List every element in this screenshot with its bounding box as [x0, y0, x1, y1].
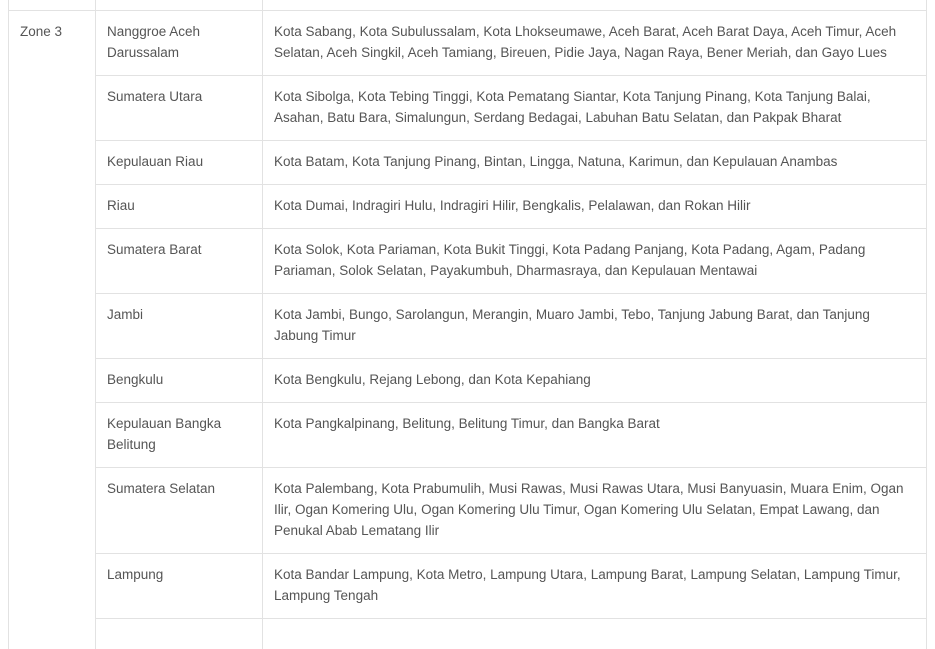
province-name: Nanggroe Aceh Darussalam: [107, 24, 201, 60]
table-cell-empty: [263, 619, 927, 649]
cities-cell: [263, 554, 927, 619]
cities-cell: [263, 359, 927, 403]
province-name: Sumatera Utara: [107, 89, 203, 104]
zone-label: Zone 3: [20, 24, 63, 39]
province-name: Jambi: [107, 307, 144, 322]
table-row: [9, 11, 927, 76]
table-cell-empty: [9, 0, 96, 11]
table-cell-empty: [96, 0, 263, 11]
cities-list: Kota Batam, Kota Tanjung Pinang, Bintan, Lingga, Natuna, Karimun, dan Kepulauan Anambas: [274, 154, 838, 169]
province-cell: [96, 468, 263, 554]
cities-list: Kota Bengkulu, Rejang Lebong, dan Kota Kepahiang: [274, 372, 591, 387]
table-row: [9, 229, 927, 294]
table-row-previous: [9, 0, 927, 11]
cities-list: Kota Dumai, Indragiri Hulu, Indragiri Hilir, Bengkalis, Pelalawan, dan Rokan Hilir: [274, 198, 751, 213]
table-row: [9, 294, 927, 359]
cities-cell: [263, 141, 927, 185]
province-cell: [96, 11, 263, 76]
cities-cell: [263, 185, 927, 229]
province-name: Kepulauan Riau: [107, 154, 204, 169]
cities-cell: [263, 294, 927, 359]
cities-list: Kota Sibolga, Kota Tebing Tinggi, Kota Pematang Siantar, Kota Tanjung Pinang, Kota Tanjung Balai, Asahan, Batu Bara, Simalungun, Serdang Bedagai, Labuhan Batu Selatan, dan Pakpak Bharat: [274, 89, 871, 125]
province-name: Kepulauan Bangka Belitung: [107, 416, 222, 452]
cities-cell: [263, 229, 927, 294]
table-row: [9, 185, 927, 229]
province-name: Lampung: [107, 567, 164, 582]
province-name: Bengkulu: [107, 372, 164, 387]
table-cell-empty: [263, 0, 927, 11]
cities-list: Kota Jambi, Bungo, Sarolangun, Merangin, Muaro Jambi, Tebo, Tanjung Jabung Barat, dan Tanjung Jabung Timur: [274, 307, 870, 343]
province-cell: [96, 76, 263, 141]
cities-list: Kota Pangkalpinang, Belitung, Belitung Timur, dan Bangka Barat: [274, 416, 660, 431]
province-cell: [96, 359, 263, 403]
province-cell: [96, 229, 263, 294]
province-cell: [96, 403, 263, 468]
table-row: [9, 359, 927, 403]
zone-label-cell: [9, 11, 96, 649]
province-name: Sumatera Barat: [107, 242, 202, 257]
table-row-next: [9, 619, 927, 649]
province-cell: [96, 185, 263, 229]
cities-list: Kota Palembang, Kota Prabumulih, Musi Rawas, Musi Rawas Utara, Musi Banyuasin, Muara Enim, Ogan Ilir, Ogan Komering Ulu, Ogan Komering Ulu Timur, Ogan Komering Ulu Selatan, Empat Lawang, dan Penukal Abab Lematang Ilir: [274, 481, 904, 538]
cities-cell: [263, 76, 927, 141]
cities-list: Kota Solok, Kota Pariaman, Kota Bukit Tinggi, Kota Padang Panjang, Kota Padang, Agam, Padang Pariaman, Solok Selatan, Payakumbuh, Dharmasraya, dan Kepulauan Mentawai: [274, 242, 866, 278]
table-row: [9, 141, 927, 185]
cities-cell: [263, 403, 927, 468]
zone-table: [8, 0, 927, 649]
cities-cell: [263, 468, 927, 554]
table-row: [9, 403, 927, 468]
cities-cell: [263, 11, 927, 76]
table-cell-empty: [96, 619, 263, 649]
cities-list: Kota Bandar Lampung, Kota Metro, Lampung Utara, Lampung Barat, Lampung Selatan, Lampung Timur, Lampung Tengah: [274, 567, 901, 603]
cities-list: Kota Sabang, Kota Subulussalam, Kota Lhokseumawe, Aceh Barat, Aceh Barat Daya, Aceh Timur, Aceh Selatan, Aceh Singkil, Aceh Tamiang, Bireuen, Pidie Jaya, Nagan Raya, Bener Meriah, dan Gayo Lues: [274, 24, 897, 60]
province-cell: [96, 554, 263, 619]
zone-table-body: [9, 0, 927, 649]
province-cell: [96, 141, 263, 185]
table-row: [9, 468, 927, 554]
province-name: Riau: [107, 198, 135, 213]
table-row: [9, 554, 927, 619]
table-row: [9, 76, 927, 141]
province-name: Sumatera Selatan: [107, 481, 216, 496]
province-cell: [96, 294, 263, 359]
